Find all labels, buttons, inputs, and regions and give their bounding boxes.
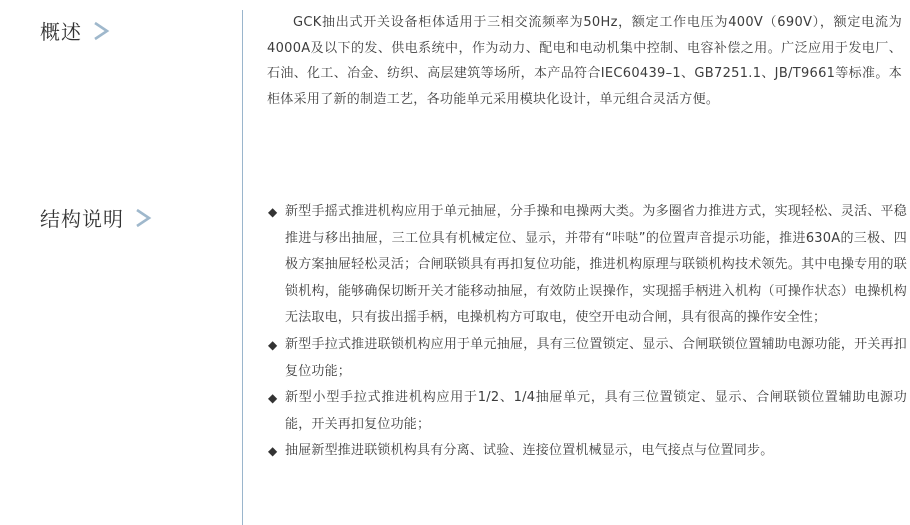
list-item: ◆ 新型手摇式推进机构应用于单元抽屉，分手操和电操两大类。为多圈省力推进方式，实现轻松、灵活、平稳推进与移出抽屉，三工位具有机械定位、显示，并带有“咔哒”的位置声音提示功能，推进630A的三极、四极方案抽屉轻松灵活；合闸联锁具有再扣复位功能，推进机构原理与联锁机构技术领先。其中电操专用的联锁机构，能够确保切断开关才能移动抽屉，有效防止误操作，实现摇手柄进入机构（可操作状态）电操机构无法取电，只有拔出摇手柄，电操机构方可取电，使空开电动合闸，具有很高的操作安全性； <box>267 199 907 332</box>
diamond-bullet-icon: ◆ <box>268 337 278 352</box>
chevron-right-icon <box>92 20 110 42</box>
section-title-structure <box>40 203 152 232</box>
section-title-overview <box>40 16 110 45</box>
diamond-bullet-icon: ◆ <box>268 444 278 459</box>
diamond-bullet-icon: ◆ <box>268 391 278 406</box>
structure-title: 结构说明 <box>40 207 124 231</box>
chevron-right-icon <box>134 207 152 229</box>
list-item: ◆ 新型小型手拉式推进机构应用于1/2、1/4抽屉单元，具有三位置锁定、显示、合闸联锁位置辅助电源功能，开关再扣复位功能； <box>267 385 907 438</box>
overview-text: GCK抽出式开关设备柜体适用于三相交流频率为50Hz，额定工作电压为400V（690V），额定电流为4000A及以下的发、供电系统中，作为动力、配电和电动机集中控制、电容补偿之用。广泛应用于发电厂、石油、化工、冶金、纺织、高层建筑等场所，本产品符合IEC60439–1、GB7251.1、JB/T9661等标准。本柜体采用了新的制造工艺，各功能单元采用模块化设计，单元组合灵活方便。 <box>267 15 902 107</box>
list-item: ◆ 新型手拉式推进联锁机构应用于单元抽屉，具有三位置锁定、显示、合闸联锁位置辅助电源功能，开关再扣复位功能； <box>267 332 907 385</box>
overview-title: 概述 <box>40 20 82 44</box>
vertical-divider <box>242 10 243 525</box>
list-item: ◆ 抽屉新型推进联锁机构具有分离、试验、连接位置机械显示，电气接点与位置同步。 <box>267 438 907 465</box>
structure-list <box>267 199 907 465</box>
diamond-bullet-icon: ◆ <box>268 205 278 219</box>
